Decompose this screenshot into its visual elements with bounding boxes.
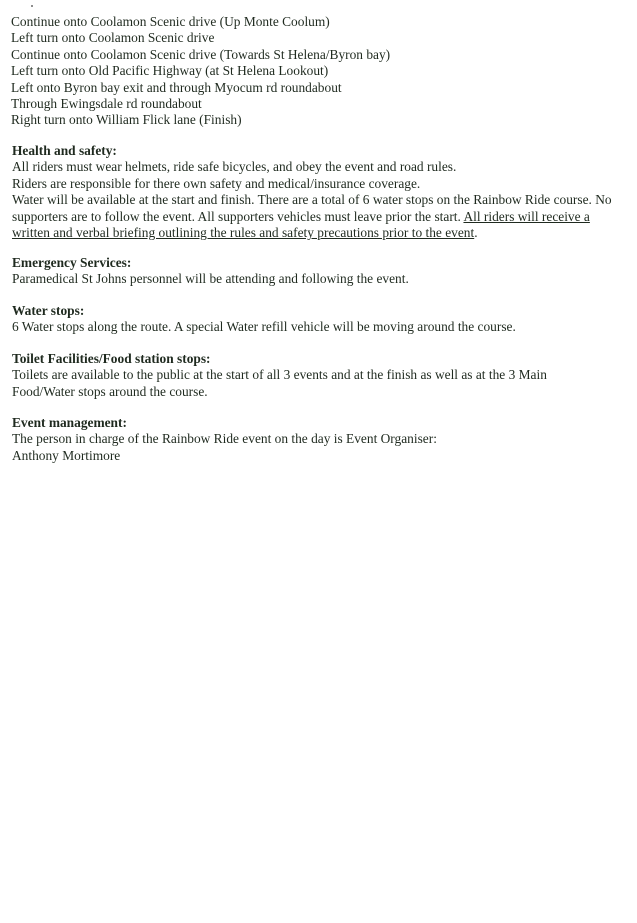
route-step: Left turn onto Old Pacific Highway (at St Helena Lookout) <box>11 63 329 79</box>
route-step: Right turn onto William Flick lane (Finish) <box>11 112 242 128</box>
health-safety-line <box>12 225 636 241</box>
route-directions <box>11 14 631 129</box>
organiser-name: Anthony Mortimore <box>12 447 121 463</box>
water-stops-heading: Water stops: <box>12 303 85 318</box>
event-management-line: The person in charge of the Rainbow Ride event on the day is Event Organiser: <box>12 431 437 447</box>
route-step: Left onto Byron bay exit and through Myocum rd roundabout <box>11 79 342 95</box>
health-safety-heading: Health and safety: <box>12 143 117 158</box>
emergency-section <box>12 255 636 288</box>
health-safety-line <box>12 209 636 225</box>
health-safety-text: supporters are to follow the event. All supporters vehicles must leave prior the start. <box>12 208 464 224</box>
health-safety-section <box>12 143 636 241</box>
route-step: Left turn onto Coolamon Scenic drive <box>11 30 215 46</box>
health-safety-line: All riders must wear helmets, ride safe bicycles, and obey the event and road rules. <box>12 159 457 175</box>
route-step: Continue onto Coolamon Scenic drive (Up Monte Coolum) <box>11 14 330 29</box>
toilet-food-heading: Toilet Facilities/Food station stops: <box>12 351 211 366</box>
health-safety-line: Riders are responsible for there own safety and medical/insurance coverage. <box>12 175 421 191</box>
briefing-underlined-text: written and verbal briefing outlining the rules and safety precautions prior to the event <box>12 225 475 241</box>
route-step: Through Ewingsdale rd roundabout <box>11 96 202 112</box>
event-management-heading: Event management: <box>12 415 127 430</box>
route-step: Continue onto Coolamon Scenic drive (Towards St Helena/Byron bay) <box>11 46 391 62</box>
water-stops-line: 6 Water stops along the route. A special Water refill vehicle will be moving around the course. <box>12 319 516 335</box>
emergency-heading: Emergency Services: <box>12 255 132 270</box>
event-management-section <box>12 415 636 464</box>
emergency-line: Paramedical St Johns personnel will be attending and following the event. <box>12 271 409 287</box>
scan-speck <box>31 5 33 7</box>
toilet-food-section <box>12 351 636 400</box>
toilet-food-line: Toilets are available to the public at the start of all 3 events and at the finish as well as at the 3 Main <box>12 367 547 383</box>
health-safety-line: Water will be available at the start and finish. There are a total of 6 water stops on the Rainbow Ride course. No <box>12 192 612 208</box>
health-safety-text: . <box>474 225 478 241</box>
toilet-food-line: Food/Water stops around the course. <box>12 383 208 399</box>
water-stops-section <box>12 303 636 336</box>
briefing-underlined-text: All riders will receive a <box>463 208 590 224</box>
